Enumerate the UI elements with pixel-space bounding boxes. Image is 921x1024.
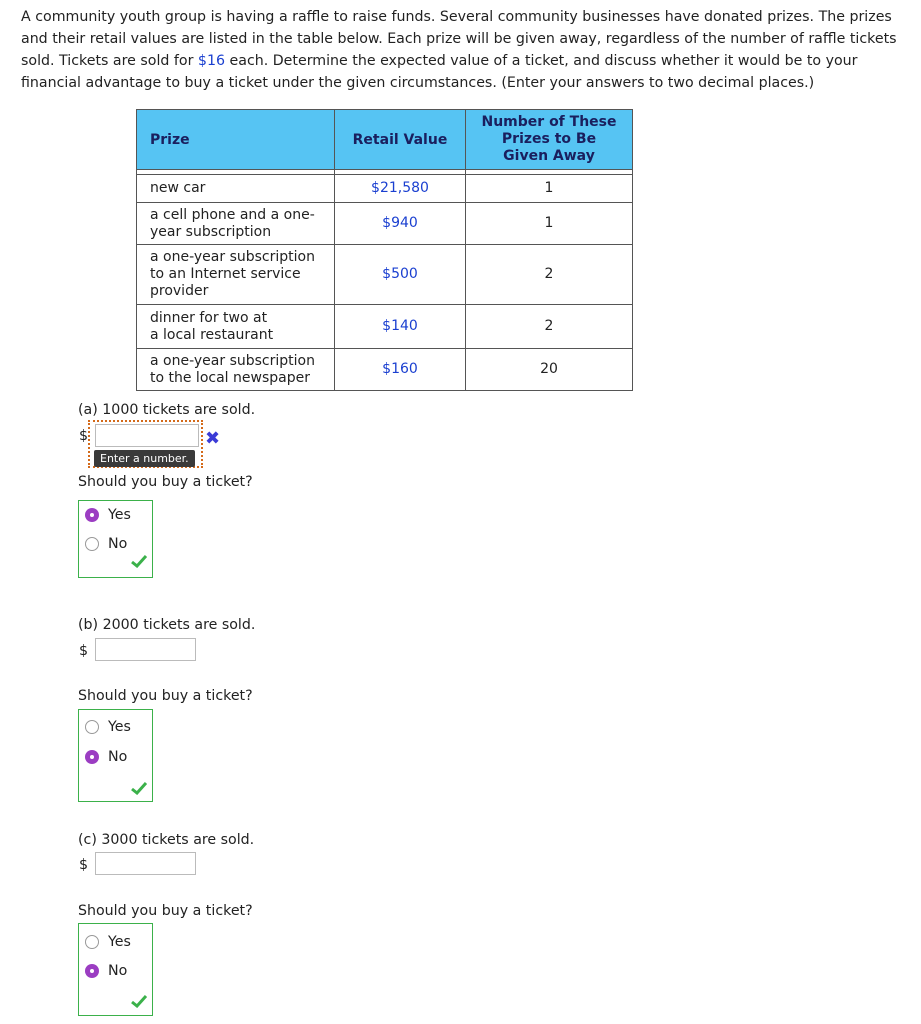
radio-group-b bbox=[78, 709, 153, 802]
dollar-sign: $ bbox=[79, 643, 89, 659]
prize-count: 20 bbox=[466, 349, 633, 391]
radio-no-c[interactable]: No bbox=[85, 963, 127, 979]
radio-selected-icon[interactable] bbox=[85, 750, 99, 764]
prize-value: $21,580 bbox=[335, 175, 466, 203]
radio-group-c bbox=[78, 923, 153, 1016]
header-number: Number of These Prizes to Be Given Away bbox=[466, 110, 633, 170]
table-row bbox=[137, 305, 633, 349]
part-c-question: Should you buy a ticket? bbox=[78, 903, 253, 919]
radio-yes-c[interactable]: Yes bbox=[85, 934, 131, 950]
prize-count: 2 bbox=[466, 245, 633, 305]
radio-empty-icon[interactable] bbox=[85, 537, 99, 551]
header-prize: Prize bbox=[137, 110, 335, 170]
answer-input-c[interactable] bbox=[95, 852, 196, 875]
prize-value: $500 bbox=[335, 245, 466, 305]
table-row bbox=[137, 175, 633, 203]
prize-count: 1 bbox=[466, 175, 633, 203]
ticket-price: $16 bbox=[197, 53, 226, 69]
problem-statement: A community youth group is having a raffle to raise funds. Several community businesses have donated prizes. The prizes and their retail values are listed in the table below. Each prize will be given away, regardless of the number of raffle tickets sold. Tickets are sold for $16 each. Determine the expected value of a ticket, and discuss whether it would be to your financial advantage to buy a ticket under the given circumstances. (Enter your answers to two decimal places.) bbox=[21, 9, 897, 91]
radio-empty-icon[interactable] bbox=[85, 720, 99, 734]
prize-value: $160 bbox=[335, 349, 466, 391]
prize-value: $140 bbox=[335, 305, 466, 349]
table-row bbox=[137, 245, 633, 305]
radio-yes-a[interactable]: Yes bbox=[85, 507, 131, 523]
part-a-label: (a) 1000 tickets are sold. bbox=[78, 402, 256, 418]
radio-no-b[interactable]: No bbox=[85, 749, 127, 765]
radio-selected-icon[interactable] bbox=[85, 964, 99, 978]
radio-group-a bbox=[78, 500, 153, 578]
incorrect-x-icon: ✖ bbox=[205, 428, 221, 449]
correct-check-icon bbox=[131, 781, 147, 795]
part-a-question: Should you buy a ticket? bbox=[78, 474, 253, 490]
prize-name: a one-year subscription to an Internet service provider bbox=[137, 245, 335, 305]
correct-check-icon bbox=[131, 554, 147, 568]
prize-table bbox=[136, 109, 633, 391]
part-b-question: Should you buy a ticket? bbox=[78, 688, 253, 704]
prize-count: 1 bbox=[466, 203, 633, 245]
part-b-label: (b) 2000 tickets are sold. bbox=[78, 617, 256, 633]
prize-name: a cell phone and a one- year subscription bbox=[137, 203, 335, 245]
table-row bbox=[137, 203, 633, 245]
dollar-sign: $ bbox=[79, 428, 89, 444]
radio-yes-b[interactable]: Yes bbox=[85, 719, 131, 735]
dollar-sign: $ bbox=[79, 857, 89, 873]
error-tooltip: Enter a number. bbox=[94, 450, 195, 467]
prize-count: 2 bbox=[466, 305, 633, 349]
answer-input-a[interactable] bbox=[95, 424, 199, 447]
prize-name: new car bbox=[137, 175, 335, 203]
correct-check-icon bbox=[131, 994, 147, 1008]
radio-no-a[interactable]: No bbox=[85, 536, 127, 552]
table-row bbox=[137, 349, 633, 391]
header-retail-value: Retail Value bbox=[335, 110, 466, 170]
radio-empty-icon[interactable] bbox=[85, 935, 99, 949]
prize-name: dinner for two at a local restaurant bbox=[137, 305, 335, 349]
prize-name: a one-year subscription to the local newspaper bbox=[137, 349, 335, 391]
radio-selected-icon[interactable] bbox=[85, 508, 99, 522]
prize-value: $940 bbox=[335, 203, 466, 245]
part-c-label: (c) 3000 tickets are sold. bbox=[78, 832, 255, 848]
answer-input-b[interactable] bbox=[95, 638, 196, 661]
